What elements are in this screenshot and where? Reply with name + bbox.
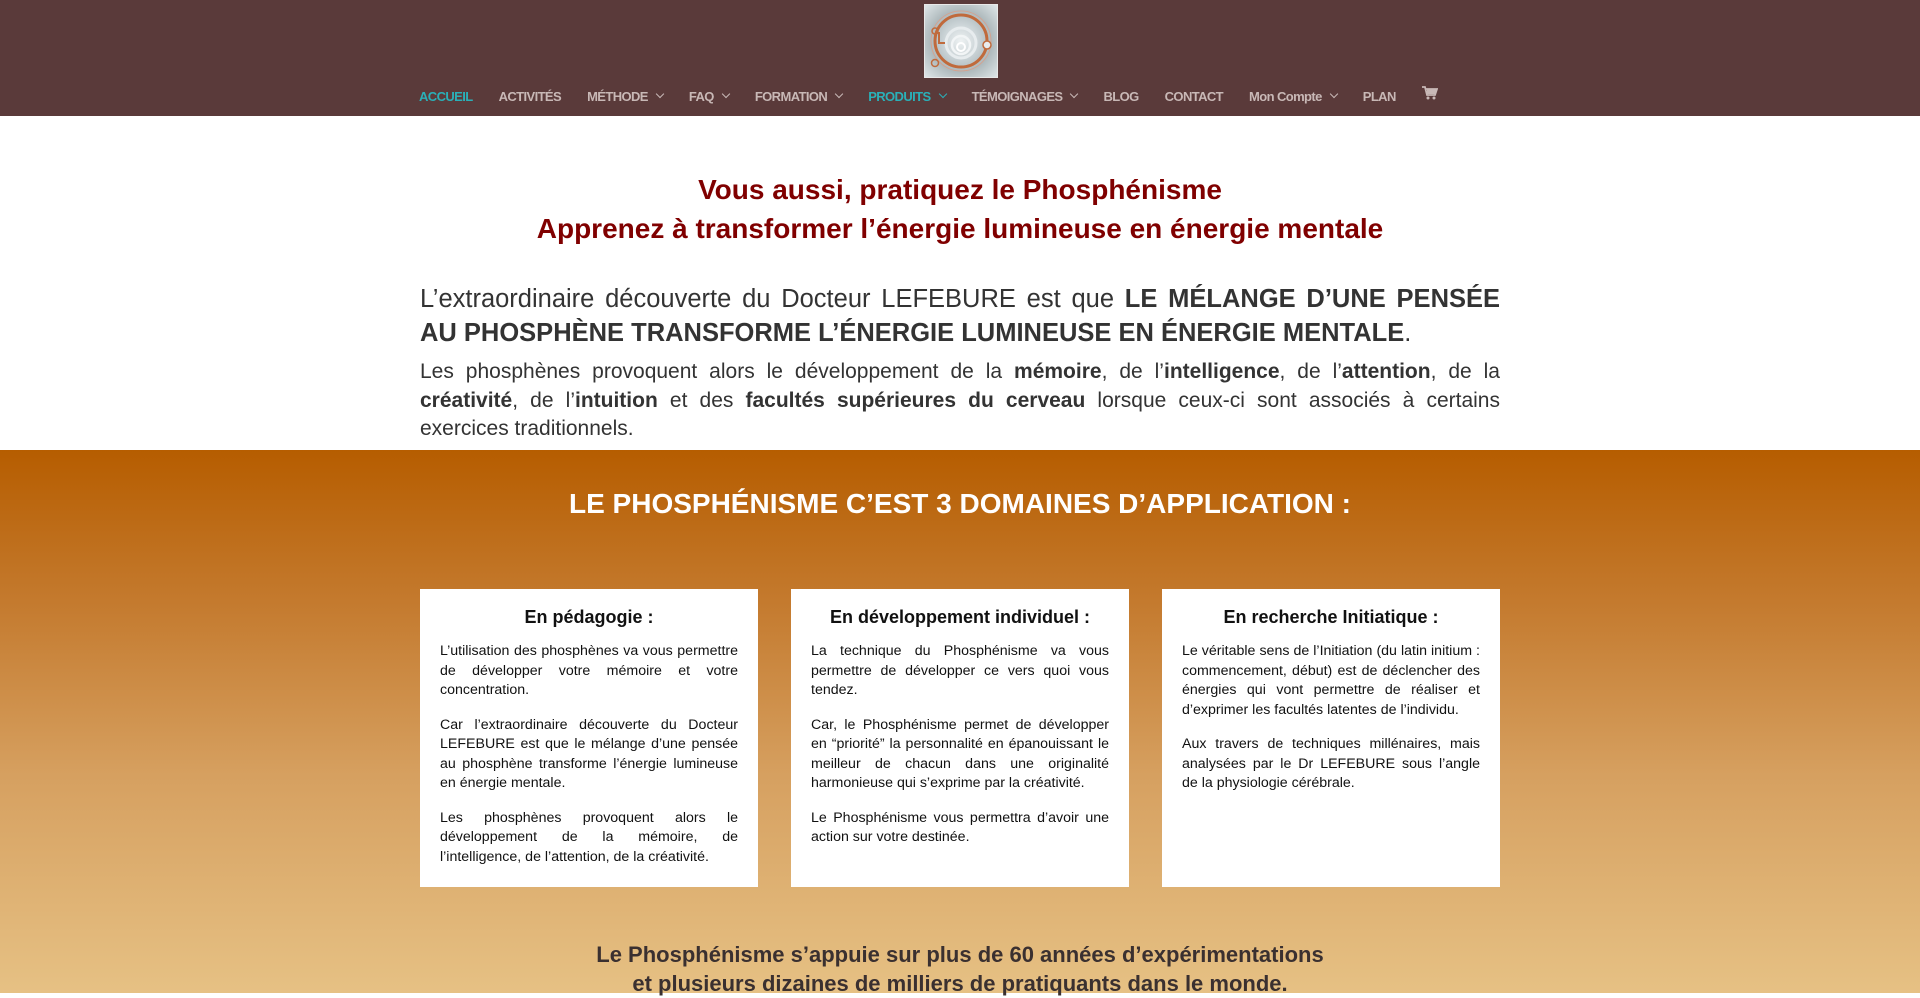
nav-label: PRODUITS [868,88,931,104]
nav-label: BLOG [1103,88,1139,104]
text: et des [657,388,746,412]
card-paragraph: Le Phosphénisme vous permettra d’avoir une action sur votre destinée. [811,809,1109,845]
nav-item-formation[interactable] [755,89,842,104]
chevron-down-icon [835,90,843,98]
experience-statement [0,940,1920,998]
domains-title: LE PHOSPHÉNISME C’EST 3 DOMAINES D’APPLICATION : [568,488,1351,519]
logo-spiral-icon [925,5,997,77]
card-paragraph: Car l’extraordinaire découverte du Docteur LEFEBURE est que le mélange d’une pensée au phosphène transforme l’énergie lumineuse en énergie mentale. [440,716,738,791]
nav-item-methode[interactable] [587,89,663,104]
nav-label: TÉMOIGNAGES [971,88,1063,104]
main-nav [419,86,1464,106]
intro-section [420,170,1500,444]
domain-cards [420,589,1500,887]
chevron-down-icon [656,90,664,98]
card-paragraph: Car, le Phosphénisme permet de développer en “priorité” la personnalité en épanouissant le meilleur de chacun dans une originalité harmonieuse qui s’exprime par la créativité. [811,716,1109,791]
card-paragraph: L’utilisation des phosphènes va vous permettre de développer votre mémoire et votre concentration. [440,643,738,698]
shopping-cart-icon [1422,86,1438,100]
title-line-1: Vous aussi, pratiquez le Phosphénisme [698,174,1222,205]
chevron-down-icon [938,90,946,98]
domain-card-developpement [791,589,1129,887]
chevron-down-icon [1070,90,1078,98]
bold-text: facultés supérieures du cerveau [745,388,1086,412]
card-paragraph: Les phosphènes provoquent alors le développement de la mémoire, de l’intelligence, de l’attention, de la créativité. [440,809,738,865]
lead-bold: LE MÉLANGE D’UNE PENSÉE AU PHOSPHÈNE TRANSFORME L’ÉNERGIE LUMINEUSE EN ÉNERGIE MENTALE [420,285,1501,347]
nav-item-blog[interactable] [1103,89,1138,104]
chevron-down-icon [1330,90,1338,98]
statement-line-2: et plusieurs dizaines de milliers de pratiquants dans le monde. [632,971,1288,996]
bold-text: intuition [574,388,658,412]
domain-card-initiatique [1162,589,1500,887]
bold-text: attention [1341,360,1431,383]
nav-item-mon-compte[interactable] [1249,89,1337,104]
site-logo[interactable] [924,4,998,78]
nav-label: ACTIVITÉS [498,88,562,104]
nav-label: CONTACT [1164,88,1224,104]
card-paragraph: La technique du Phosphénisme va vous permettre de développer ce vers quoi vous tendez. [811,643,1109,698]
text: , de la [1430,360,1500,383]
domains-section [0,450,1920,996]
card-paragraph: Aux travers de techniques millénaires, mais analysées par le Dr LEFEBURE sous l’angle de la physiologie cérébrale. [1182,736,1480,791]
card-title: En pédagogie : [524,607,654,627]
nav-item-plan[interactable] [1363,89,1396,104]
page-title [420,170,1500,248]
lead-paragraph [420,282,1500,350]
benefits-paragraph [420,358,1500,444]
nav-label: PLAN [1362,88,1396,104]
nav-label: Mon Compte [1249,88,1322,104]
nav-item-temoignages[interactable] [972,89,1078,104]
card-paragraph: Le véritable sens de l’Initiation (du latin initium : commencement, début) est de déclencher des énergies qui vont permettre de réaliser et d’exprimer les facultés latentes de l’individu. [1182,643,1480,718]
bold-text: mémoire [1014,360,1102,383]
nav-item-accueil[interactable] [419,89,473,104]
statement-line-1: Le Phosphénisme s’appuie sur plus de 60 années d’expérimentations [596,942,1324,967]
nav-item-activites[interactable] [499,89,562,104]
bold-text: créativité [420,388,513,412]
text: , de l’ [512,388,575,412]
text: Les phosphènes provoquent alors le développement de la [420,360,1015,383]
nav-label: MÉTHODE [587,88,648,104]
nav-label: FAQ [688,88,714,104]
text: , de l’ [1101,360,1164,383]
chevron-down-icon [722,90,730,98]
domain-card-pedagogie [420,589,758,887]
nav-label: FORMATION [754,88,828,104]
cart-button[interactable] [1422,92,1438,100]
nav-item-faq[interactable] [689,89,729,104]
lead-suffix: . [1404,319,1412,347]
nav-label: ACCUEIL [419,88,473,104]
text: lorsque ceux-ci sont associés à certains exercices traditionnels. [420,388,1500,440]
card-title: En développement individuel : [829,607,1091,627]
text: , de l’ [1279,360,1342,383]
site-header [0,0,1920,116]
bold-text: intelligence [1163,360,1280,383]
title-line-2: Apprenez à transformer l’énergie lumineuse en énergie mentale [536,213,1384,244]
lead-text: L’extraordinaire découverte du Docteur LEFEBURE est que [420,285,1125,313]
card-title: En recherche Initiatique : [1223,607,1439,627]
nav-item-contact[interactable] [1165,89,1223,104]
nav-item-produits[interactable] [868,89,945,104]
